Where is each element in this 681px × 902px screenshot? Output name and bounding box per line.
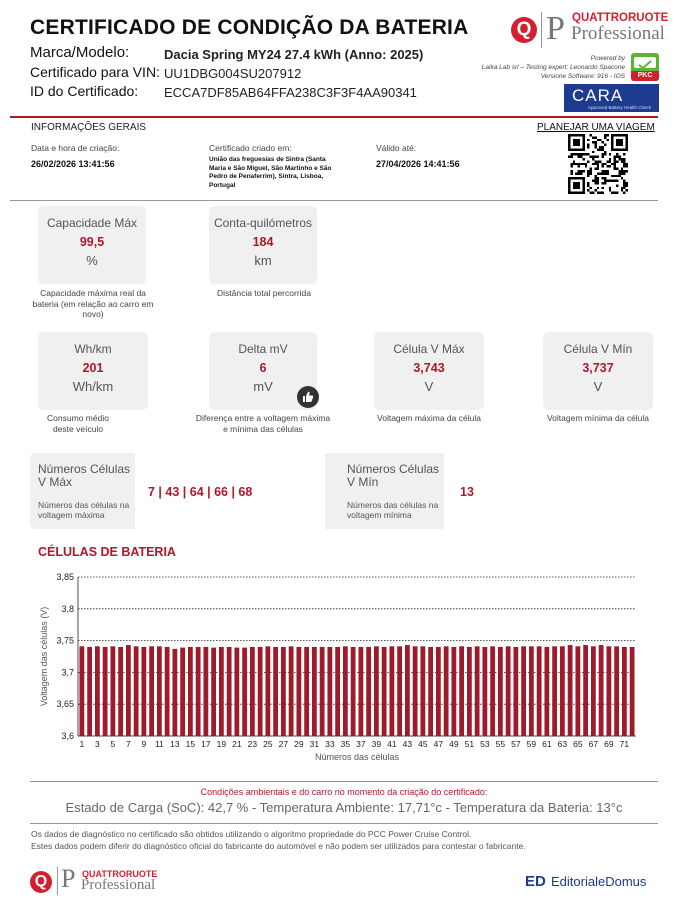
bar-cell-13 — [172, 649, 177, 736]
professional-p-logo: P — [546, 10, 565, 47]
bar-cell-34 — [335, 647, 340, 736]
tile-title: Wh/km — [74, 342, 112, 356]
x-tick-label: 27 — [278, 739, 289, 749]
id-value: ECCA7DF85AB64FFA238C3F3F4AA90341 — [164, 85, 417, 100]
y-tick-label: 3,6 — [61, 731, 74, 741]
tile-title: Capacidade Máx — [46, 216, 138, 230]
bar-cell-62 — [552, 646, 557, 736]
min-cells-value: 13 — [460, 485, 474, 499]
x-tick-label: 17 — [201, 739, 211, 749]
info-divider — [10, 200, 658, 201]
bar-cell-11 — [157, 646, 162, 736]
bar-cell-25 — [265, 646, 270, 736]
x-tick-label: 9 — [141, 739, 147, 749]
bar-cell-46 — [428, 647, 433, 736]
powered-by: Powered by — [590, 55, 625, 62]
footer-p-logo: P — [61, 864, 76, 893]
lab-line: Laika Lab srl – Testing expert: Leonardo Spacone — [481, 64, 625, 71]
bar-cell-60 — [537, 646, 542, 736]
bar-cell-50 — [459, 646, 464, 736]
editoriale-domus-logo: ED — [525, 873, 546, 890]
tile-cell-min — [543, 332, 653, 410]
quattroruote-q-logo: Q — [511, 17, 537, 43]
x-tick-label: 43 — [402, 739, 413, 749]
y-axis-label: Voltagem das células (V) — [39, 606, 49, 707]
x-tick-label: 61 — [542, 739, 552, 749]
x-tick-label: 25 — [263, 739, 273, 749]
x-tick-label: 35 — [340, 739, 351, 749]
bar-cell-16 — [196, 647, 201, 736]
bar-cell-24 — [258, 647, 263, 736]
bar-cell-8 — [134, 646, 139, 736]
tile-value: 3,743 — [413, 361, 445, 375]
bar-cell-40 — [382, 647, 387, 736]
tile-title: Célula V Máx — [393, 342, 465, 356]
min-cells-panel — [444, 453, 658, 529]
id-label: ID do Certificado: — [30, 83, 139, 99]
section-title: INFORMAÇÕES GERAIS — [31, 122, 147, 133]
pkc-badge — [631, 53, 659, 81]
bar-cell-43 — [405, 645, 410, 736]
bar-cell-10 — [149, 646, 154, 736]
place-value: União das freguesias de Sintra (Santa Maria e São Miguel, São Martinho e São Pedro de Penaferrim), Sintra, Lisboa, Portugal — [209, 156, 332, 189]
bar-cell-45 — [420, 646, 425, 736]
x-tick-label: 39 — [371, 739, 382, 749]
conditions-label: Condições ambientais e do carro no momento da criação do certificado: — [200, 787, 488, 797]
footer-brand-top: QUATTRORUOTE — [82, 869, 158, 879]
conditions-bottom-divider — [30, 823, 658, 824]
chart-title: CÉLULAS DE BATERIA — [38, 545, 176, 559]
bar-cell-29 — [296, 647, 301, 736]
max-cells-value: 7 | 43 | 64 | 66 | 68 — [148, 485, 253, 499]
thumbs-up-icon — [297, 386, 319, 408]
tile-whkm-desc: Consumo médio deste veículo — [47, 413, 109, 434]
x-tick-label: 47 — [433, 739, 444, 749]
created-label: Data e hora de criação: — [31, 143, 120, 153]
cara-label: CARA — [572, 86, 624, 105]
valid-label: Válido até: — [376, 143, 417, 153]
note-line-1: Os dados de diagnóstico no certificado são obtidos utilizando o algoritmo propriedade do PCC Power Cruise Control. — [31, 829, 472, 839]
x-tick-label: 53 — [480, 739, 490, 749]
x-tick-label: 55 — [495, 739, 506, 749]
tile-unit: mV — [253, 379, 273, 394]
tile-title: Conta-quilómetros — [213, 216, 313, 230]
x-tick-label: 49 — [449, 739, 459, 749]
min-cells-title: Números Células V Mín — [347, 462, 440, 489]
y-tick-label: 3,8 — [61, 603, 74, 614]
logo-divider — [541, 12, 542, 48]
bar-cell-28 — [289, 646, 294, 736]
tile-value: 201 — [82, 361, 104, 375]
bar-cell-19 — [219, 647, 224, 736]
tile-odometer — [209, 206, 317, 284]
bar-cell-5 — [110, 646, 115, 736]
tile-whkm — [38, 332, 148, 410]
bar-cell-27 — [281, 647, 286, 736]
bar-cell-44 — [413, 646, 418, 736]
bar-cell-41 — [389, 646, 394, 736]
x-tick-label: 19 — [216, 739, 227, 749]
y-tick-label: 3,85 — [56, 572, 74, 582]
bar-cell-32 — [320, 647, 325, 736]
bar-cell-48 — [444, 646, 449, 736]
tile-delta-desc: Diferença entre a voltagem máxima e mínima das células — [195, 413, 331, 434]
bar-cell-55 — [498, 647, 503, 736]
bar-cell-66 — [583, 645, 588, 736]
bar-cell-2 — [87, 647, 92, 736]
x-tick-label: 63 — [557, 739, 568, 749]
x-tick-label: 37 — [356, 739, 366, 749]
bar-cell-6 — [118, 647, 123, 736]
bar-cell-20 — [227, 647, 232, 736]
tile-unit: V — [593, 379, 603, 394]
tile-unit: Wh/km — [72, 379, 114, 394]
x-tick-label: 59 — [526, 739, 537, 749]
x-tick-label: 71 — [619, 739, 630, 749]
bar-cell-17 — [203, 647, 208, 736]
bar-cell-69 — [606, 646, 611, 736]
bar-cell-58 — [521, 646, 526, 736]
tile-value: 6 — [259, 361, 267, 375]
x-tick-label: 51 — [464, 739, 475, 749]
bar-cell-68 — [599, 645, 604, 736]
bar-cell-39 — [374, 646, 379, 736]
bar-cell-59 — [529, 646, 534, 736]
bar-cell-49 — [451, 647, 456, 736]
x-tick-label: 69 — [604, 739, 614, 749]
tile-capacity — [38, 206, 146, 284]
x-tick-label: 5 — [110, 739, 116, 749]
bar-cell-51 — [467, 647, 472, 736]
bar-cell-53 — [482, 647, 487, 736]
bar-cell-64 — [568, 645, 573, 736]
bar-cell-7 — [126, 645, 131, 736]
editoriale-domus-name: EditorialeDomus — [551, 874, 647, 889]
model-label: Marca/Modelo: — [30, 44, 130, 61]
qr-code[interactable] — [568, 134, 628, 194]
bar-cell-15 — [188, 647, 193, 736]
tile-capacity-desc: Capacidade máxima real da bateria (em relação ao carro em novo) — [32, 288, 154, 319]
bar-cell-14 — [180, 648, 185, 736]
bar-cell-4 — [103, 647, 108, 736]
tile-value: 3,737 — [582, 361, 614, 375]
tile-odometer-desc: Distância total percorrida — [216, 288, 311, 298]
bar-cell-33 — [327, 647, 332, 736]
x-tick-label: 57 — [511, 739, 521, 749]
x-tick-label: 13 — [170, 739, 180, 749]
tile-title: Célula V Mín — [563, 342, 633, 356]
x-tick-label: 41 — [387, 739, 397, 749]
x-tick-label: 45 — [418, 739, 428, 749]
brand-name-top: QUATTRORUOTE — [572, 12, 669, 24]
footer-logo-divider — [57, 867, 58, 895]
bar-cell-54 — [490, 646, 495, 736]
y-tick-label: 3,75 — [56, 635, 74, 646]
valid-value: 27/04/2026 14:41:56 — [376, 159, 460, 169]
cell-numbers-box — [30, 453, 658, 529]
bar-cell-22 — [242, 648, 247, 736]
conditions-text: Estado de Carga (SoC): 42,7 % - Temperatura Ambiente: 17,71°c - Temperatura da Bateria: 13°c — [65, 800, 623, 815]
cara-badge — [564, 84, 659, 112]
certificate-title: CERTIFICADO DE CONDIÇÃO DA BATERIA — [30, 16, 469, 39]
bar-cell-18 — [211, 648, 216, 736]
bar-cell-31 — [312, 647, 317, 736]
vin-label: Certificado para VIN: — [30, 64, 160, 80]
vin-value: UU1DBG004SU207912 — [164, 66, 302, 81]
y-tick-label: 3,65 — [56, 699, 74, 710]
x-tick-label: 67 — [588, 739, 599, 749]
bar-cell-52 — [475, 646, 480, 736]
bar-cell-57 — [513, 647, 518, 736]
bar-cell-42 — [397, 646, 402, 736]
x-tick-label: 31 — [309, 739, 320, 749]
bar-cell-65 — [575, 646, 580, 736]
bar-cell-63 — [560, 646, 565, 736]
pkc-check-icon — [634, 57, 656, 68]
bar-cell-70 — [614, 646, 619, 736]
bar-cell-21 — [234, 648, 239, 736]
tile-cell-min-desc: Voltagem mínima da célula — [546, 413, 650, 423]
bar-cell-47 — [436, 647, 441, 736]
brand-name-bottom: Professional — [571, 23, 665, 44]
max-cells-title: Números Células V Máx — [38, 462, 131, 489]
version-line: Versione Software: 916 - IOS — [540, 73, 625, 80]
bar-cell-36 — [351, 647, 356, 736]
bar-cell-61 — [544, 647, 549, 736]
x-tick-label: 15 — [185, 739, 196, 749]
plan-trip-link[interactable]: PLANEJAR UMA VIAGEM — [537, 122, 655, 133]
tile-value: 184 — [252, 235, 274, 249]
x-tick-label: 65 — [573, 739, 583, 749]
bar-cell-26 — [273, 647, 278, 736]
bar-cell-72 — [630, 647, 635, 736]
bar-cell-9 — [141, 647, 146, 736]
bar-cell-37 — [358, 647, 363, 736]
footer-brand-bottom: Professional — [81, 877, 156, 893]
tile-cell-max-desc: Voltagem máxima da célula — [377, 413, 481, 423]
place-label: Certificado criado em: — [209, 143, 292, 153]
bar-cell-30 — [304, 647, 309, 736]
tile-unit: % — [86, 253, 98, 268]
tile-cell-max — [374, 332, 484, 410]
x-tick-label: 3 — [95, 739, 100, 749]
bar-cell-1 — [79, 646, 84, 736]
bar-cell-12 — [165, 647, 170, 736]
battery-cells-chart — [30, 565, 650, 770]
x-tick-label: 21 — [232, 739, 242, 749]
x-tick-label: 11 — [154, 739, 164, 749]
conditions-top-divider — [30, 781, 658, 782]
note-line-2: Estes dados podem diferir do diagnóstico oficial do fabricante do automóvel e não podem ser utilizados para contestar o fabricante. — [31, 841, 526, 851]
min-cells-desc: Números das células na voltagem mínima — [347, 500, 439, 520]
tile-unit: km — [254, 253, 272, 268]
header-divider — [10, 116, 658, 118]
bar-cell-71 — [622, 647, 627, 736]
x-tick-label: 7 — [126, 739, 131, 749]
max-cells-desc: Números das células na voltagem máxima — [38, 500, 130, 520]
cara-sub: Approved Battery Health Check — [588, 105, 652, 110]
bar-cell-67 — [591, 646, 596, 736]
tile-title: Delta mV — [238, 342, 288, 356]
model-value: Dacia Spring MY24 27.4 kWh (Anno: 2025) — [164, 47, 424, 62]
bar-cell-56 — [506, 646, 511, 736]
y-tick-label: 3,7 — [61, 667, 74, 678]
bar-cell-23 — [250, 647, 255, 736]
x-axis-label: Números das células — [314, 752, 400, 762]
bar-cell-38 — [366, 647, 371, 736]
x-tick-label: 33 — [325, 739, 335, 749]
footer-q-logo: Q — [30, 871, 52, 893]
created-value: 26/02/2026 13:41:56 — [31, 159, 115, 169]
pkc-label: PKC — [631, 71, 659, 81]
bar-cell-3 — [95, 646, 100, 736]
tile-value: 99,5 — [79, 235, 105, 249]
x-tick-label: 29 — [294, 739, 304, 749]
x-tick-label: 23 — [247, 739, 258, 749]
bar-cell-35 — [343, 646, 348, 736]
x-tick-label: 1 — [79, 739, 85, 749]
tile-unit: V — [424, 379, 434, 394]
